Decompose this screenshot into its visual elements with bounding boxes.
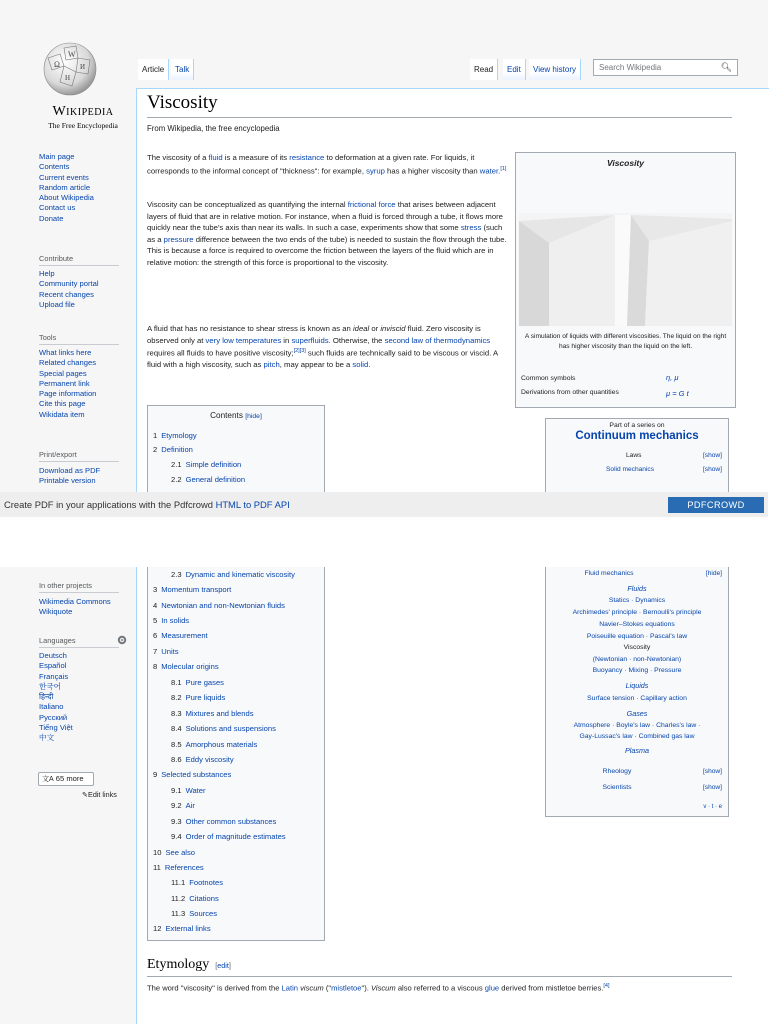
ref-1[interactable]: [1] bbox=[500, 165, 507, 172]
toc-item[interactable]: 9.4 Order of magnitude estimates bbox=[171, 832, 286, 841]
continuum-mechanics-sidebar-continued bbox=[545, 567, 729, 817]
toc-item[interactable]: 2.2 General definition bbox=[171, 475, 246, 484]
wikipedia-tagline: The Free Encyclopedia bbox=[48, 121, 118, 130]
infobox bbox=[515, 152, 736, 408]
toc-item[interactable]: 2 Definition bbox=[153, 445, 193, 454]
nav-print-heading: Print/export bbox=[39, 450, 119, 462]
etymology-edit[interactable]: [edit] bbox=[215, 961, 231, 970]
nav-main-page[interactable]: Main page bbox=[39, 152, 75, 161]
link-syrup[interactable]: syrup bbox=[366, 166, 385, 176]
link-glue[interactable]: glue bbox=[484, 983, 500, 993]
toc-item[interactable]: 1 Etymology bbox=[153, 431, 197, 440]
etymology-paragraph: The word "viscosity" is derived from the Latin viscum ("mistletoe"). Viscum also referred to a viscous glue derived from mistletoe berries.[4] bbox=[147, 983, 610, 993]
table-of-contents-continued bbox=[147, 567, 325, 941]
toc-hide-toggle[interactable]: [hide] bbox=[245, 413, 262, 420]
series-liquids-heading: Liquids bbox=[625, 681, 649, 690]
toc-item[interactable]: 6 Measurement bbox=[153, 631, 208, 640]
toc-item[interactable]: 9.1 Water bbox=[171, 786, 206, 795]
nav-print bbox=[39, 466, 100, 487]
pdfcrowd-button[interactable]: PDFCROWD bbox=[668, 497, 764, 513]
toc-item[interactable]: 11 References bbox=[153, 863, 204, 872]
toc-item[interactable]: 8.6 Eddy viscosity bbox=[171, 755, 234, 764]
series-poiseuille[interactable]: Poiseuille equation · Pascal's law bbox=[586, 633, 688, 640]
pdf-page-1 bbox=[0, 0, 768, 510]
toc-item[interactable]: 5 In solids bbox=[153, 616, 190, 625]
nav-community-portal[interactable]: Community portal bbox=[39, 279, 99, 289]
series-gay-lussac[interactable]: Gay-Lussac's law · Combined gas law bbox=[579, 733, 695, 740]
wikipedia-wordmark[interactable]: Wikipedia bbox=[52, 104, 114, 119]
toc-item[interactable]: 9.3 Other common substances bbox=[171, 817, 277, 826]
toc-item[interactable]: 2.1 Simple definition bbox=[171, 460, 242, 469]
viscosity-simulation-image[interactable] bbox=[519, 213, 732, 326]
tab-talk[interactable]: Talk bbox=[171, 59, 194, 80]
lang-espanol[interactable]: Español bbox=[39, 661, 67, 671]
series-surface-tension[interactable]: Surface tension · Capillary action bbox=[587, 695, 687, 702]
series-solid-mechanics[interactable]: Solid mechanics bbox=[606, 466, 655, 473]
series-plasma-heading: Plasma bbox=[625, 746, 649, 755]
link-pitch[interactable]: pitch bbox=[263, 360, 280, 370]
series-fluid-hide[interactable]: [hide] bbox=[705, 570, 722, 577]
pdfcrowd-link[interactable]: HTML to PDF API bbox=[215, 499, 290, 510]
nav-main bbox=[39, 152, 94, 224]
link-resistance[interactable]: resistance bbox=[289, 153, 325, 162]
nav-related-changes[interactable]: Related changes bbox=[39, 358, 96, 368]
lang-russian[interactable]: Русский bbox=[39, 712, 68, 722]
link-mistletoe[interactable]: mistletoe bbox=[331, 983, 362, 993]
series-newtonian[interactable]: (Newtonian · non-Newtonian) bbox=[592, 656, 682, 663]
link-pressure[interactable]: pressure bbox=[163, 234, 194, 244]
pdfcrowd-bar bbox=[0, 492, 768, 517]
search-placeholder: Search Wikipedia bbox=[599, 63, 662, 72]
toc-item[interactable]: 4 Newtonian and non-Newtonian fluids bbox=[153, 601, 285, 610]
nav-wikiquote[interactable]: Wikiquote bbox=[39, 607, 73, 617]
infobox-caption: A simulation of liquids with different viscosities. The liquid on the right has higher viscosity than the liquid on the left. bbox=[524, 333, 727, 350]
lang-italiano[interactable]: Italiano bbox=[39, 702, 64, 712]
nav-current-events[interactable]: Current events bbox=[39, 172, 89, 182]
pdfcrowd-text: Create PDF in your applications with the Pdfcrowd HTML to PDF API bbox=[4, 499, 290, 510]
svg-text:H: H bbox=[65, 74, 71, 82]
title-divider bbox=[147, 117, 732, 118]
series-title[interactable]: Continuum mechanics bbox=[575, 430, 699, 442]
toc-item[interactable]: 8 Molecular origins bbox=[153, 662, 219, 671]
nav-languages-heading: Languages bbox=[39, 636, 119, 648]
series-vte-links[interactable]: v · t · e bbox=[703, 804, 722, 810]
nav-tools bbox=[39, 348, 96, 420]
nav-contact[interactable]: Contact us bbox=[39, 203, 76, 213]
series-rheology[interactable]: Rheology bbox=[602, 768, 632, 775]
nav-cite-this-page[interactable]: Cite this page bbox=[39, 399, 86, 409]
svg-text:Ω: Ω bbox=[54, 60, 60, 69]
link-frictional-force[interactable]: frictional force bbox=[347, 200, 396, 209]
lang-deutsch[interactable]: Deutsch bbox=[39, 651, 67, 660]
series-fluids-heading: Fluids bbox=[627, 584, 647, 593]
series-statics-dynamics[interactable]: Statics · Dynamics bbox=[608, 597, 666, 604]
intro-paragraph-2: Viscosity can be conceptualized as quantifying the internal frictional force that arises between adjacent layers of fluid that are in relative motion. For instance, when a fluid is forced through a tube, it flows more quickly near the tube's axis than near its walls. In such a case, experiments show that some stress (such as a pressure difference between the two ends of the tube) is needed to sustain the flow through the tube. This is because a force is required to overcome the friction between the layers of the fluid which are in relative motion: the strength of this force is proportional to the viscosity. bbox=[147, 200, 507, 267]
more-languages-button[interactable]: 文A 65 more bbox=[38, 772, 94, 786]
site-sub: From Wikipedia, the free encyclopedia bbox=[147, 124, 280, 133]
nav-page-information[interactable]: Page information bbox=[39, 389, 97, 399]
nav-download-pdf[interactable]: Download as PDF bbox=[39, 466, 101, 475]
lang-hindi[interactable]: हिन्दी bbox=[39, 692, 54, 702]
ref-4[interactable]: [4] bbox=[603, 983, 610, 989]
nav-contents[interactable]: Contents bbox=[39, 162, 70, 172]
toc-item[interactable]: 11.1 Footnotes bbox=[171, 878, 223, 887]
pdf-page-2 bbox=[0, 567, 768, 1024]
nav-projects-heading: In other projects bbox=[39, 581, 119, 593]
series-fluid-mechanics[interactable]: Fluid mechanics bbox=[584, 570, 634, 577]
nav-languages bbox=[39, 651, 73, 744]
link-latin[interactable]: Latin bbox=[281, 983, 298, 993]
tab-read[interactable]: Read bbox=[470, 59, 498, 80]
gear-icon[interactable] bbox=[117, 635, 127, 645]
nav-tools-heading: Tools bbox=[39, 333, 119, 345]
series-archimedes[interactable]: Archimedes' principle · Bernoulli's principle bbox=[572, 609, 702, 616]
infobox-row-symbols-label: Common symbols bbox=[521, 375, 576, 382]
nav-recent-changes[interactable]: Recent changes bbox=[39, 289, 94, 299]
lang-chinese[interactable]: 中文 bbox=[39, 733, 55, 743]
infobox-row-derivations-label: Derivations from other quantities bbox=[521, 389, 619, 396]
nav-about[interactable]: About Wikipedia bbox=[39, 193, 94, 203]
nav-printable-version[interactable]: Printable version bbox=[39, 476, 96, 486]
nav-what-links-here[interactable]: What links here bbox=[39, 348, 92, 357]
series-gases-heading: Gases bbox=[626, 709, 648, 718]
toc-item[interactable]: 8.2 Pure liquids bbox=[171, 693, 226, 702]
series-viscosity: Viscosity bbox=[623, 644, 651, 651]
nav-donate[interactable]: Donate bbox=[39, 213, 64, 223]
series-navier-stokes[interactable]: Navier–Stokes equations bbox=[599, 621, 675, 628]
pencil-icon: ✎ bbox=[82, 790, 89, 799]
series-solid-show[interactable]: [show] bbox=[702, 466, 722, 473]
toc-item[interactable]: 11.2 Citations bbox=[171, 894, 219, 903]
nav-upload-file[interactable]: Upload file bbox=[39, 299, 75, 309]
infobox-row-derivations-value: μ = G t bbox=[666, 389, 689, 398]
svg-text:И: И bbox=[80, 63, 86, 71]
edit-links[interactable]: ✎Edit links bbox=[82, 790, 117, 799]
series-atmosphere[interactable]: Atmosphere · Boyle's law · Charles's law · bbox=[573, 722, 701, 729]
link-very-low-temperatures[interactable]: very low temperatures bbox=[205, 335, 282, 345]
toc-item[interactable]: 9 Selected substances bbox=[153, 770, 232, 779]
nav-wikidata-item[interactable]: Wikidata item bbox=[39, 409, 85, 419]
svg-text:W: W bbox=[68, 50, 76, 59]
continuum-mechanics-sidebar bbox=[545, 418, 729, 498]
nav-contribute-heading: Contribute bbox=[39, 254, 119, 266]
etymology-divider bbox=[147, 976, 732, 977]
search-icon[interactable]: 🔍︎ bbox=[720, 62, 732, 72]
link-solid[interactable]: solid bbox=[352, 360, 369, 370]
nav-special-pages[interactable]: Special pages bbox=[39, 368, 87, 378]
toc-item[interactable]: 10 See also bbox=[153, 848, 196, 857]
table-of-contents bbox=[147, 405, 325, 499]
link-fluid[interactable]: fluid bbox=[208, 153, 223, 162]
infobox-row-symbols-value[interactable]: η, μ bbox=[666, 373, 679, 382]
nav-projects bbox=[39, 597, 111, 618]
series-scientists-show[interactable]: [show] bbox=[702, 784, 722, 791]
toc-item[interactable]: 12 External links bbox=[153, 924, 211, 933]
toc-item[interactable]: 9.2 Air bbox=[171, 801, 195, 810]
nav-random-article[interactable]: Random article bbox=[39, 182, 91, 192]
lang-vietnamese[interactable]: Tiếng Việt bbox=[39, 723, 73, 733]
nav-wikimedia-commons[interactable]: Wikimedia Commons bbox=[39, 597, 111, 606]
tab-edit[interactable]: Edit bbox=[503, 59, 526, 80]
series-scientists[interactable]: Scientists bbox=[602, 784, 632, 791]
toc-item[interactable]: 11.3 Sources bbox=[171, 909, 218, 918]
series-pre: Part of a series on bbox=[609, 422, 665, 429]
nav-permanent-link[interactable]: Permanent link bbox=[39, 378, 90, 388]
series-laws-show[interactable]: [show] bbox=[702, 452, 722, 459]
etymology-heading: Etymology [edit] bbox=[147, 957, 231, 972]
toc-item[interactable]: 8.1 Pure gases bbox=[171, 678, 224, 687]
toc-title: Contents bbox=[210, 411, 243, 420]
lang-francais[interactable]: Français bbox=[39, 671, 69, 681]
infobox-title: Viscosity bbox=[606, 158, 644, 168]
link-stress[interactable]: stress bbox=[460, 223, 482, 233]
tab-view-history[interactable]: View history bbox=[529, 59, 581, 80]
toc-item[interactable]: 8.4 Solutions and suspensions bbox=[171, 724, 276, 733]
page-title: Viscosity bbox=[147, 92, 218, 113]
intro-paragraph-1: The viscosity of a fluid is a measure of its resistance to deformation at a given rate. For liquids, it corresponds to the informal concept of "thickness": for example, syrup has a higher viscosity than water.[1] bbox=[147, 153, 507, 176]
toc-item[interactable]: 8.3 Mixtures and blends bbox=[171, 709, 254, 718]
wikipedia-globe-logo[interactable] bbox=[38, 36, 102, 100]
intro-paragraph-3: A fluid that has no resistance to shear stress is known as an ideal or inviscid fluid. Zero viscosity is observed only at very low temperatures in superfluids. Otherwise, the second law of thermodynamics requires all fluids to have positive viscosity;[2][3] such fluids are technically said to be viscous or viscid. A fluid with a high viscosity, such as pitch, may appear to be a solid. bbox=[147, 324, 498, 370]
lang-korean[interactable]: 한국어 bbox=[39, 681, 62, 691]
toc-item[interactable]: 8.5 Amorphous materials bbox=[171, 740, 258, 749]
translate-icon: 文A bbox=[42, 776, 54, 783]
series-laws: Laws bbox=[626, 452, 642, 459]
ref-2-3[interactable]: [2][3] bbox=[293, 348, 306, 355]
tab-article[interactable]: Article bbox=[138, 59, 169, 80]
toc-item[interactable]: 3 Momentum transport bbox=[153, 585, 232, 594]
toc-item[interactable]: 2.3 Dynamic and kinematic viscosity bbox=[171, 570, 295, 579]
link-water[interactable]: water bbox=[479, 166, 499, 176]
link-superfluids[interactable]: superfluids bbox=[291, 335, 329, 345]
series-rheology-show[interactable]: [show] bbox=[702, 768, 722, 775]
nav-help[interactable]: Help bbox=[39, 269, 55, 278]
series-buoyancy[interactable]: Buoyancy · Mixing · Pressure bbox=[592, 667, 682, 674]
nav-contribute bbox=[39, 269, 99, 310]
toc-item[interactable]: 7 Units bbox=[153, 647, 179, 656]
link-second-law[interactable]: second law of thermodynamics bbox=[384, 335, 491, 345]
search-input[interactable] bbox=[593, 59, 738, 76]
